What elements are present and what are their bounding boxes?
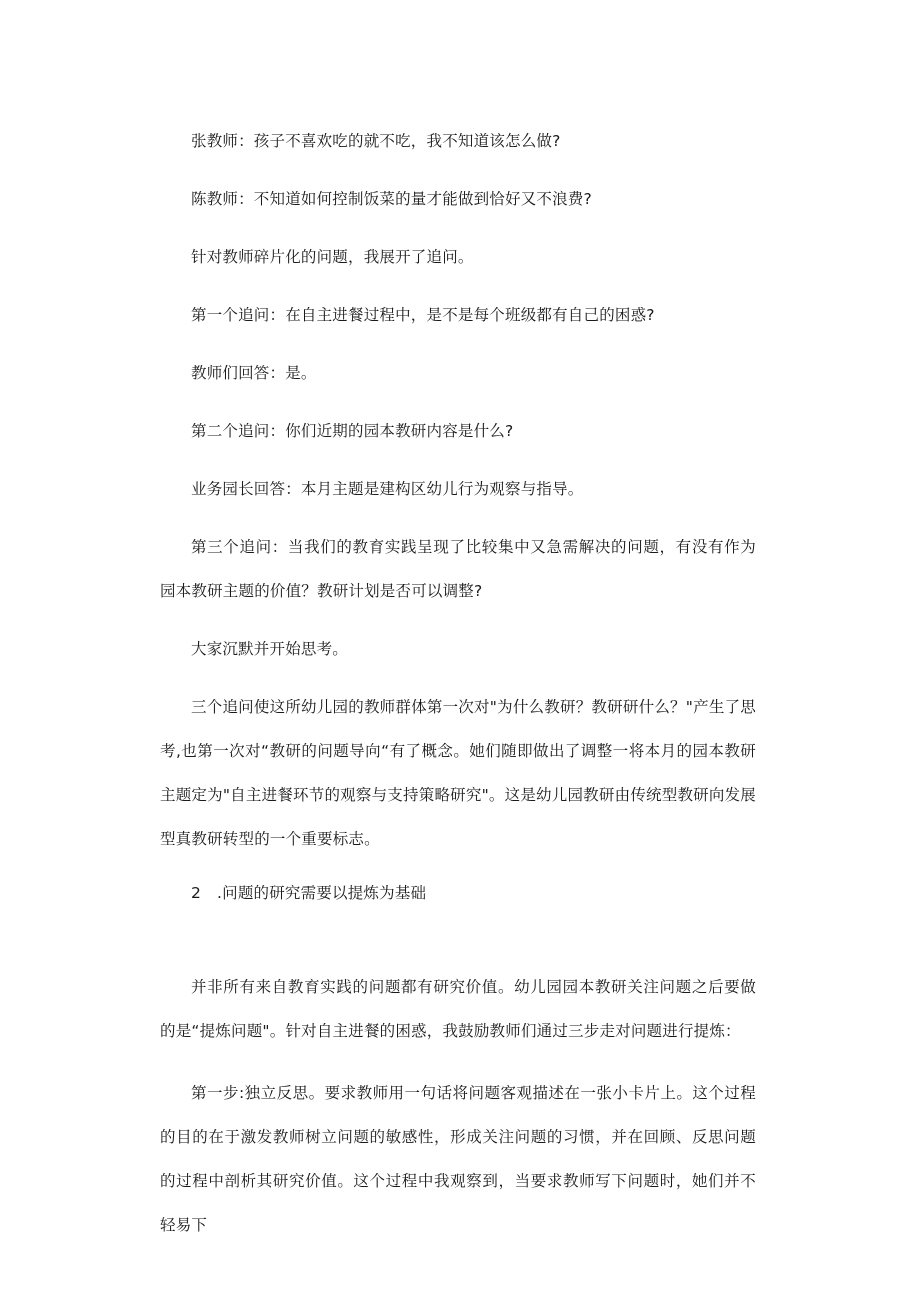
paragraph-chen-teacher: 陈教师：不知道如何控制饭菜的量才能做到恰好又不浪费? xyxy=(191,190,592,208)
paragraph-refine-intro: 并非所有来自教育实践的问题都有研究价值。幼儿园园本教研关注问题之后要做的是“提炼问题"。针对自主进餐的困惑，我鼓励教师们通过三步走对问题进行提炼： xyxy=(160,978,756,1040)
document-body xyxy=(160,119,756,1247)
paragraph-teachers-answer: 教师们回答：是。 xyxy=(191,364,317,382)
paragraph-director-answer: 业务园长回答：本月主题是建构区幼儿行为观察与指导。 xyxy=(191,480,584,498)
paragraph-summary: 三个追问使这所幼儿园的教师群体第一次对"为什么教研？教研研什么？"产生了思考,也第一次对“教研的问题导向“有了概念。她们随即做出了调整一将本月的园本教研主题定为"自主进餐环节的观察与支持策略研究"。这是幼儿园教研由传统型教研向发展型真教研转型的一个重要标志。 xyxy=(160,698,756,848)
section-heading xyxy=(160,871,756,915)
paragraph-second-question: 第二个追问：你们近期的园本教研内容是什么? xyxy=(191,422,514,440)
section-number: 2 xyxy=(191,884,202,902)
section-title: .问题的研究需要以提炼为基础 xyxy=(217,884,427,902)
paragraph-step-one: 第一步:独立反思。要求教师用一句话将问题客观描述在一张小卡片上。这个过程的目的在于激发教师树立问题的敏感性，形成关注问题的习惯，并在回顾、反思问题的过程中剖析其研究价值。这个过程中我观察到，当要求教师写下问题时，她们并不轻易下 xyxy=(160,1084,756,1234)
paragraph-third-question: 第三个追问：当我们的教育实践呈现了比较集中又急需解决的问题，有没有作为园本教研主题的价值？教研计划是否可以调整? xyxy=(160,538,756,600)
paragraph-zhang-teacher: 张教师：孩子不喜欢吃的就不吃，我不知道该怎么做? xyxy=(191,132,561,150)
paragraph-first-question: 第一个追问：在自主进餐过程中，是不是每个班级都有自己的困惑? xyxy=(191,306,655,324)
paragraph-follow-up-intro: 针对教师碎片化的问题，我展开了追问。 xyxy=(191,248,474,266)
paragraph-silence: 大家沉默并开始思考。 xyxy=(191,640,349,658)
